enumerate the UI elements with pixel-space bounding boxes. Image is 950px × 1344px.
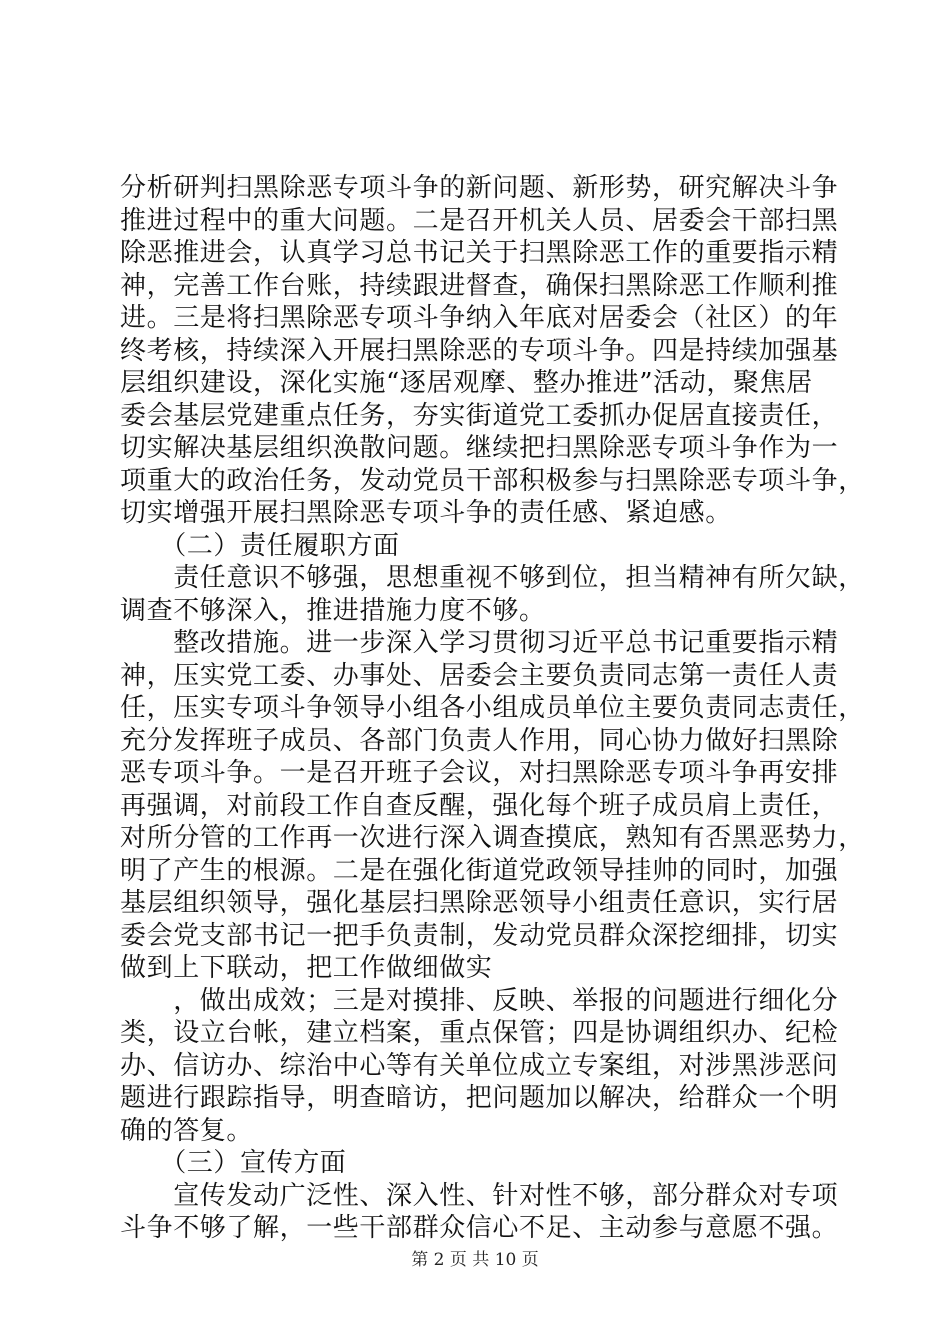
section-heading: （三）宣传方面 (120, 1148, 347, 1178)
text-line: 对所分管的工作再一次进行深入调查摸底，熟知有否黑恶势力， (120, 823, 865, 853)
text-line: 整改措施。进一步深入学习贯彻习近平总书记重要指示精 (120, 628, 839, 658)
text-line: 除恶推进会，认真学习总书记关于扫黑除恶工作的重要指示精 (120, 238, 839, 268)
text-line: 充分发挥班子成员、各部门负责人作用，同心协力做好扫黑除 (120, 725, 839, 756)
text-line: 责任意识不够强，思想重视不够到位，担当精神有所欠缺， (120, 563, 865, 593)
text-line: 推进过程中的重大问题。二是召开机关人员、居委会干部扫黑 (120, 205, 839, 236)
text-line: 委会党支部书记一把手负责制，发动党员群众深挖细排，切实 (120, 920, 839, 951)
text-line: 再强调，对前段工作自查反醒，强化每个班子成员肩上责任， (120, 790, 839, 821)
text-line: 神，压实党工委、办事处、居委会主要负责同志第一责任人责 (120, 660, 839, 691)
section-heading: （二）责任履职方面 (120, 530, 400, 561)
text-line: 确的答复。 (120, 1115, 254, 1146)
text-line: 类，设立台帐，建立档案，重点保管；四是协调组织办、纪检 (120, 1018, 839, 1048)
document-body (120, 172, 865, 1245)
text-line: ，做出成效；三是对摸排、反映、举报的问题进行细化分 (120, 985, 839, 1016)
text-line: 层组织建设，深化实施“逐居观摩、整办推进”活动，聚焦居 (120, 368, 813, 398)
text-line: 明了产生的根源。二是在强化街道党政领导挂帅的同时，加强 (120, 855, 839, 886)
text-line: 分析研判扫黑除恶专项斗争的新问题、新形势，研究解决斗争 (120, 173, 839, 203)
text-line: 切实增强开展扫黑除恶专项斗争的责任感、紧迫感。 (120, 498, 732, 528)
text-line: 切实解决基层组织涣散问题。继续把扫黑除恶专项斗争作为一 (120, 433, 839, 463)
text-line: 做到上下联动，把工作做细做实 (120, 953, 493, 983)
text-line: 神，完善工作台账，持续跟进督查，确保扫黑除恶工作顺利推 (120, 270, 839, 301)
text-line: 办、信访办、综治中心等有关单位成立专案组，对涉黑涉恶问 (120, 1050, 839, 1081)
page-footer: 第 2 页 共 10 页 (411, 1250, 539, 1270)
text-line: 斗争不够了解，一些干部群众信心不足、主动参与意愿不强。 (120, 1213, 839, 1243)
text-line: 委会基层党建重点任务，夯实街道党工委抓办促居直接责任， (120, 400, 839, 431)
text-line: 恶专项斗争。一是召开班子会议，对扫黑除恶专项斗争再安排 (120, 758, 839, 788)
text-line: 宣传发动广泛性、深入性、针对性不够，部分群众对专项 (120, 1180, 839, 1211)
text-line: 基层组织领导，强化基层扫黑除恶领导小组责任意识，实行居 (120, 888, 839, 918)
text-line: 项重大的政治任务，发动党员干部积极参与扫黑除恶专项斗争， (120, 465, 865, 496)
text-line: 进。三是将扫黑除恶专项斗争纳入年底对居委会（社区）的年 (120, 303, 839, 333)
text-line: 终考核，持续深入开展扫黑除恶的专项斗争。四是持续加强基 (120, 335, 839, 366)
text-line: 调查不够深入，推进措施力度不够。 (120, 595, 546, 626)
text-line: 任，压实专项斗争领导小组各小组成员单位主要负责同志责任， (120, 693, 865, 723)
text-line: 题进行跟踪指导，明查暗访，把问题加以解决，给群众一个明 (120, 1083, 839, 1113)
